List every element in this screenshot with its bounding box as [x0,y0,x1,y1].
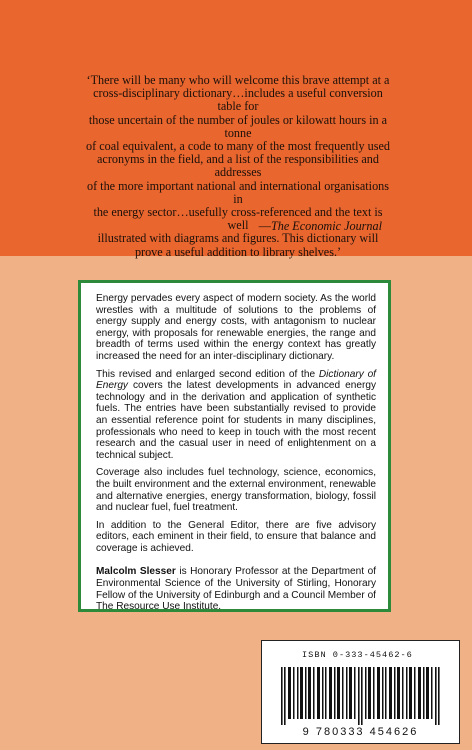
quote-line: of coal equivalent, a code to many of the most frequently used [86,139,390,154]
book-title: Dictionary of Energy [96,368,376,392]
quote-line: acronyms in the field, and a list of the responsibilities and addresses [97,152,379,180]
quote-line: cross-disciplinary dictionary…includes a useful conversion table for [93,86,383,114]
author-bio-text: is Honorary Professor at the Department of Environmental Science of the University of Stirling, Honorary Fellow of the University of Edinburgh and a Council Member of The Resource Use Institute. [96,566,377,613]
paragraph-text: covers the latest developments in advanced energy technology and in the derivation and application of synthetic fuels. The entries have been substantially revised to provide an essential reference point for students in many disciplines, professionals who need to keep in touch with the most recent research and the casual user in need of enlightenment on a technical subject. [96,380,376,461]
quote-line: illustrated with diagrams and figures. This dictionary will [97,231,379,246]
quote-source [259,219,382,234]
isbn-label: ISBN 0-333-45462-6 [302,650,413,660]
description-paragraph: In addition to the General Editor, there are five advisory editors, each eminent in their field, to ensure that balance and coverage is achieved. [96,519,376,554]
quote-line: of the more important national and international organisations in [86,178,389,206]
author-bio [96,566,376,612]
paragraph-text: This revised and enlarged second edition of the [96,368,319,380]
author-name: Malcolm Slesser [96,566,176,578]
quote-source-title: The Economic Journal [270,219,382,233]
quote-line: ‘There will be many who will welcome this brave attempt at a [86,73,390,87]
quote-line: the energy sector…usefully cross-referenced and the text is well [93,205,383,233]
quote-dash: — [258,219,271,233]
barcode-number: 9 780333 454626 [302,726,419,738]
description-paragraph: Coverage also includes fuel technology, science, economics, the built environment and the external environment, renewable and alternative energies, energy transformation, biology, fossil and nuclear fuel, fuel treatment. [96,467,376,514]
description-frame [78,280,391,612]
isbn-barcode [261,640,460,744]
description-text [96,293,376,619]
description-paragraph [96,369,376,462]
quote-line: those uncertain of the number of joules or kilowatt hours in a tonne [88,112,388,140]
description-paragraph: Energy pervades every aspect of modern society. As the world wrestles with a multitude of solutions to the problems of energy supply and energy costs, with antagonism to nuclear energy, with proposals for renewable energies, the range and breadth of terms used within the energy context has greatly increased the need for an inter-disciplinary dictionary. [96,293,376,362]
quote-band [0,0,472,259]
quote-line: prove a useful addition to library shelves.’ [134,244,342,259]
